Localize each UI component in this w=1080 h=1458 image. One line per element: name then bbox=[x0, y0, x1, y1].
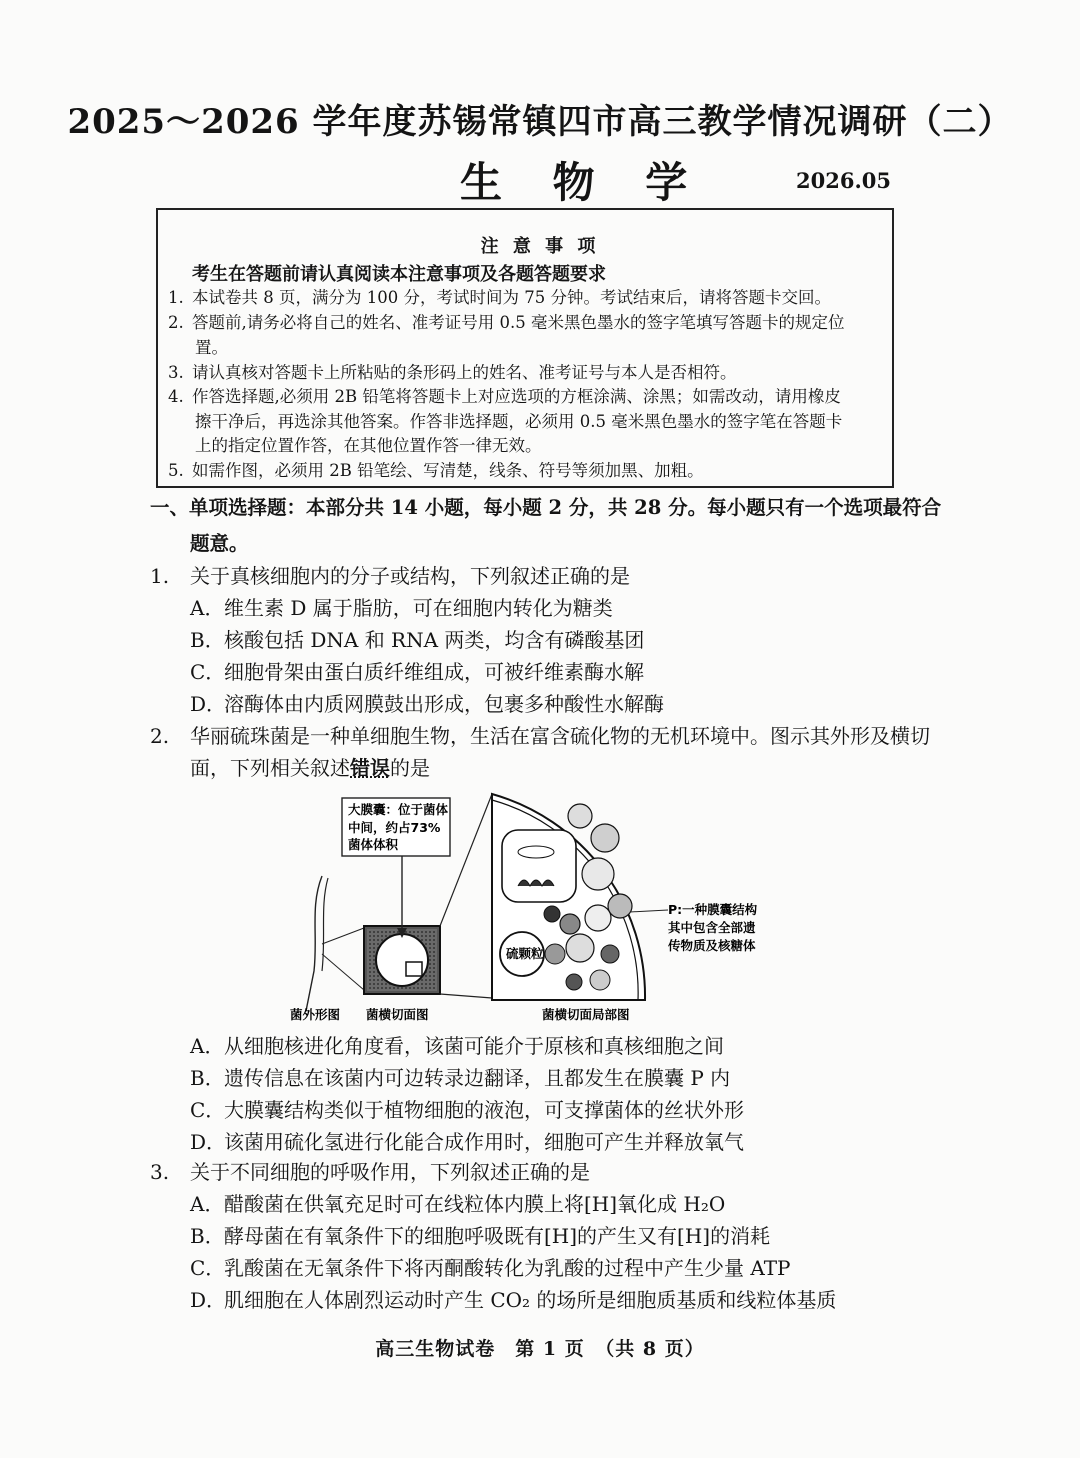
notice-item-5: 5. 如需作图，必须用 2B 铅笔绘、写清楚，线条、符号等须加黑、加粗。 bbox=[168, 461, 704, 480]
q1-option-a: A．维生素 D 属于脂肪，可在细胞内转化为糖类 bbox=[190, 596, 613, 620]
notice-item-4: 4. 作答选择题,必须用 2B 铅笔将答题卡上对应选项的方框涂满、涂黑；如需改动，请用橡皮 bbox=[168, 387, 841, 406]
question-1-stem: 1. 关于真核细胞内的分子或结构，下列叙述正确的是 bbox=[150, 564, 630, 588]
membrane-sac-p bbox=[502, 830, 576, 902]
svg-text:大膜囊：位于菌体: 大膜囊：位于菌体 bbox=[348, 802, 449, 817]
notice-heading: 注 意 事 项 bbox=[480, 236, 600, 257]
question-2-stem: 2. 华丽硫珠菌是一种单细胞生物，生活在富含硫化物的无机环境中。图示其外形及横切 bbox=[150, 724, 930, 748]
q2-option-d: D．该菌用硫化氢进行化能合成作用时，细胞可产生并释放氧气 bbox=[190, 1130, 744, 1154]
q1-option-b: B．核酸包括 DNA 和 RNA 两类，均含有磷酸基团 bbox=[190, 628, 645, 652]
notice-intro: 考生在答题前请认真阅读本注意事项及各题答题要求 bbox=[192, 264, 606, 285]
q1-option-d: D．溶酶体由内质网膜鼓出形成，包裹多种酸性水解酶 bbox=[190, 692, 664, 716]
svg-text:菌横切面局部图: 菌横切面局部图 bbox=[542, 1007, 630, 1022]
svg-text:其中包含全部遗: 其中包含全部遗 bbox=[668, 920, 756, 935]
section-heading: 一、单项选择题：本部分共 14 小题，每小题 2 分，共 28 分。每小题只有一个选项最符合 bbox=[150, 496, 942, 519]
section-heading-cont: 题意。 bbox=[190, 532, 249, 555]
notice-item-3: 3. 请认真核对答题卡上所粘贴的条形码上的姓名、准考证号与本人是否相符。 bbox=[168, 363, 737, 382]
notice-item-1: 1. 本试卷共 8 页，满分为 100 分，考试时间为 75 分钟。考试结束后，请将答题卡交回。 bbox=[168, 288, 831, 307]
svg-text:中间，约占73%: 中间，约占73% bbox=[348, 820, 441, 835]
svg-text:硫颗粒: 硫颗粒 bbox=[506, 946, 544, 961]
q3-option-c: C．乳酸菌在无氧条件下将丙酮酸转化为乳酸的过程中产生少量 ATP bbox=[190, 1256, 791, 1280]
q2-option-a: A．从细胞核进化角度看，该菌可能介于原核和真核细胞之间 bbox=[190, 1034, 724, 1058]
page-footer: 高三生物试卷 第 1 页 （共 8 页） bbox=[375, 1338, 705, 1360]
question-2-stem-cont: 面，下列相关叙述错误的是 bbox=[190, 756, 430, 780]
q2-option-b: B．遗传信息在该菌内可边转录边翻译，且都发生在膜囊 P 内 bbox=[190, 1066, 731, 1090]
question-3-stem: 3. 关于不同细胞的呼吸作用，下列叙述正确的是 bbox=[150, 1160, 590, 1184]
svg-text:传物质及核糖体: 传物质及核糖体 bbox=[668, 938, 756, 953]
notice-item-4-cont1: 擦干净后，再选涂其他答案。作答非选择题，必须用 0.5 毫米黑色墨水的签字笔在答题卡 bbox=[195, 412, 843, 431]
q3-option-b: B．酵母菌在有氧条件下的细胞呼吸既有[H]的产生又有[H]的消耗 bbox=[190, 1224, 771, 1248]
q1-option-c: C．细胞骨架由蛋白质纤维组成，可被纤维素酶水解 bbox=[190, 660, 644, 684]
large-vacuole bbox=[376, 934, 428, 986]
q3-option-a: A．醋酸菌在供氧充足时可在线粒体内膜上将[H]氧化成 H₂O bbox=[190, 1192, 726, 1216]
bacterium-figure bbox=[280, 786, 800, 1026]
exam-title: 2025～2026 学年度苏锡常镇四市高三教学情况调研（二） bbox=[67, 102, 1013, 142]
notice-item-4-cont2: 上的指定位置作答，在其他位置作答一律无效。 bbox=[195, 436, 542, 455]
svg-text:P:一种膜囊结构: P:一种膜囊结构 bbox=[668, 902, 758, 917]
exam-date: 2026.05 bbox=[796, 168, 891, 193]
svg-text:菌体体积: 菌体体积 bbox=[348, 837, 399, 852]
svg-text:菌外形图: 菌外形图 bbox=[290, 1007, 341, 1022]
notice-item-2: 2. 答题前,请务必将自己的姓名、准考证号用 0.5 毫米黑色墨水的签字笔填写答题卡的规定位 bbox=[168, 313, 845, 332]
q3-option-d: D．肌细胞在人体剧烈运动时产生 CO₂ 的场所是细胞质基质和线粒体基质 bbox=[190, 1288, 837, 1312]
stem-emphasis: 错误 bbox=[350, 756, 390, 780]
svg-text:菌横切面图: 菌横切面图 bbox=[366, 1007, 429, 1022]
q2-option-c: C．大膜囊结构类似于植物细胞的液泡，可支撑菌体的丝状外形 bbox=[190, 1098, 744, 1122]
notice-item-2-cont: 置。 bbox=[195, 338, 228, 357]
subject-title: 生 物 学 bbox=[460, 158, 706, 207]
filament-outline bbox=[306, 876, 322, 1011]
